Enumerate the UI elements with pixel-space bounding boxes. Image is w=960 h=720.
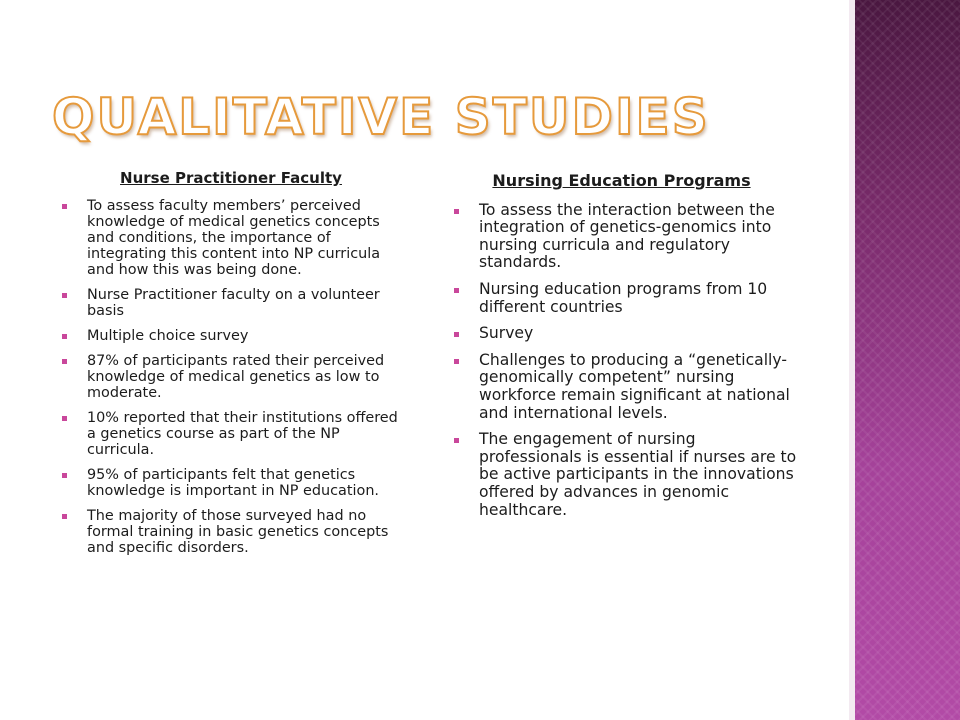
list-item xyxy=(60,328,410,344)
list-item xyxy=(60,410,410,458)
square-bullet-icon xyxy=(454,438,459,443)
list-item-text: 10% reported that their institutions offered a genetics course as part of the NP curricula. xyxy=(87,410,398,458)
list-item xyxy=(60,198,410,278)
list-item-text: The majority of those surveyed had no formal training in basic genetics concepts and specific disorders. xyxy=(87,508,389,556)
list-item-text: Multiple choice survey xyxy=(87,328,249,344)
list-item-text: Survey xyxy=(479,324,534,343)
right-column xyxy=(452,170,797,528)
list-item-text: The engagement of nursing professionals is essential if nurses are to be active participants in the innovations offered by advances in genomic healthcare. xyxy=(479,430,797,519)
left-column-heading: Nurse Practitioner Faculty xyxy=(120,169,342,187)
list-item xyxy=(452,325,797,343)
square-bullet-icon xyxy=(454,332,459,337)
list-item xyxy=(452,202,797,272)
square-bullet-icon xyxy=(62,334,67,339)
list-item xyxy=(60,287,410,319)
list-item xyxy=(60,353,410,401)
list-item xyxy=(60,508,410,556)
list-item-text: 87% of participants rated their perceived knowledge of medical genetics as low to moderate. xyxy=(87,353,385,401)
square-bullet-icon xyxy=(62,293,67,298)
list-item xyxy=(60,467,410,499)
square-bullet-icon xyxy=(454,359,459,364)
list-item-text: Nursing education programs from 10 different countries xyxy=(479,279,768,316)
right-bullet-list xyxy=(452,202,797,520)
square-bullet-icon xyxy=(62,473,67,478)
list-item-text: 95% of participants felt that genetics knowledge is important in NP education. xyxy=(87,467,380,499)
list-item-text: Challenges to producing a “genetically-genomically competent” nursing workforce remain significant at national and international levels. xyxy=(479,350,790,422)
left-bullet-list xyxy=(60,198,410,556)
square-bullet-icon xyxy=(62,204,67,209)
square-bullet-icon xyxy=(62,514,67,519)
list-item-text: To assess faculty members’ perceived knowledge of medical genetics concepts and conditions, the importance of integrating this content into NP curricula and how this was being done. xyxy=(87,198,381,278)
left-column xyxy=(60,170,410,565)
slide-title: QUALITATIVE STUDIES xyxy=(52,88,710,146)
square-bullet-icon xyxy=(62,416,67,421)
decorative-side-panel xyxy=(855,0,960,720)
square-bullet-icon xyxy=(454,209,459,214)
list-item-text: Nurse Practitioner faculty on a volunteer basis xyxy=(87,287,380,319)
list-item xyxy=(452,431,797,519)
square-bullet-icon xyxy=(454,288,459,293)
square-bullet-icon xyxy=(62,359,67,364)
right-column-heading: Nursing Education Programs xyxy=(492,171,751,190)
list-item xyxy=(452,281,797,316)
list-item xyxy=(452,352,797,422)
list-item-text: To assess the interaction between the integration of genetics-genomics into nursing curricula and regulatory standards. xyxy=(479,200,775,272)
